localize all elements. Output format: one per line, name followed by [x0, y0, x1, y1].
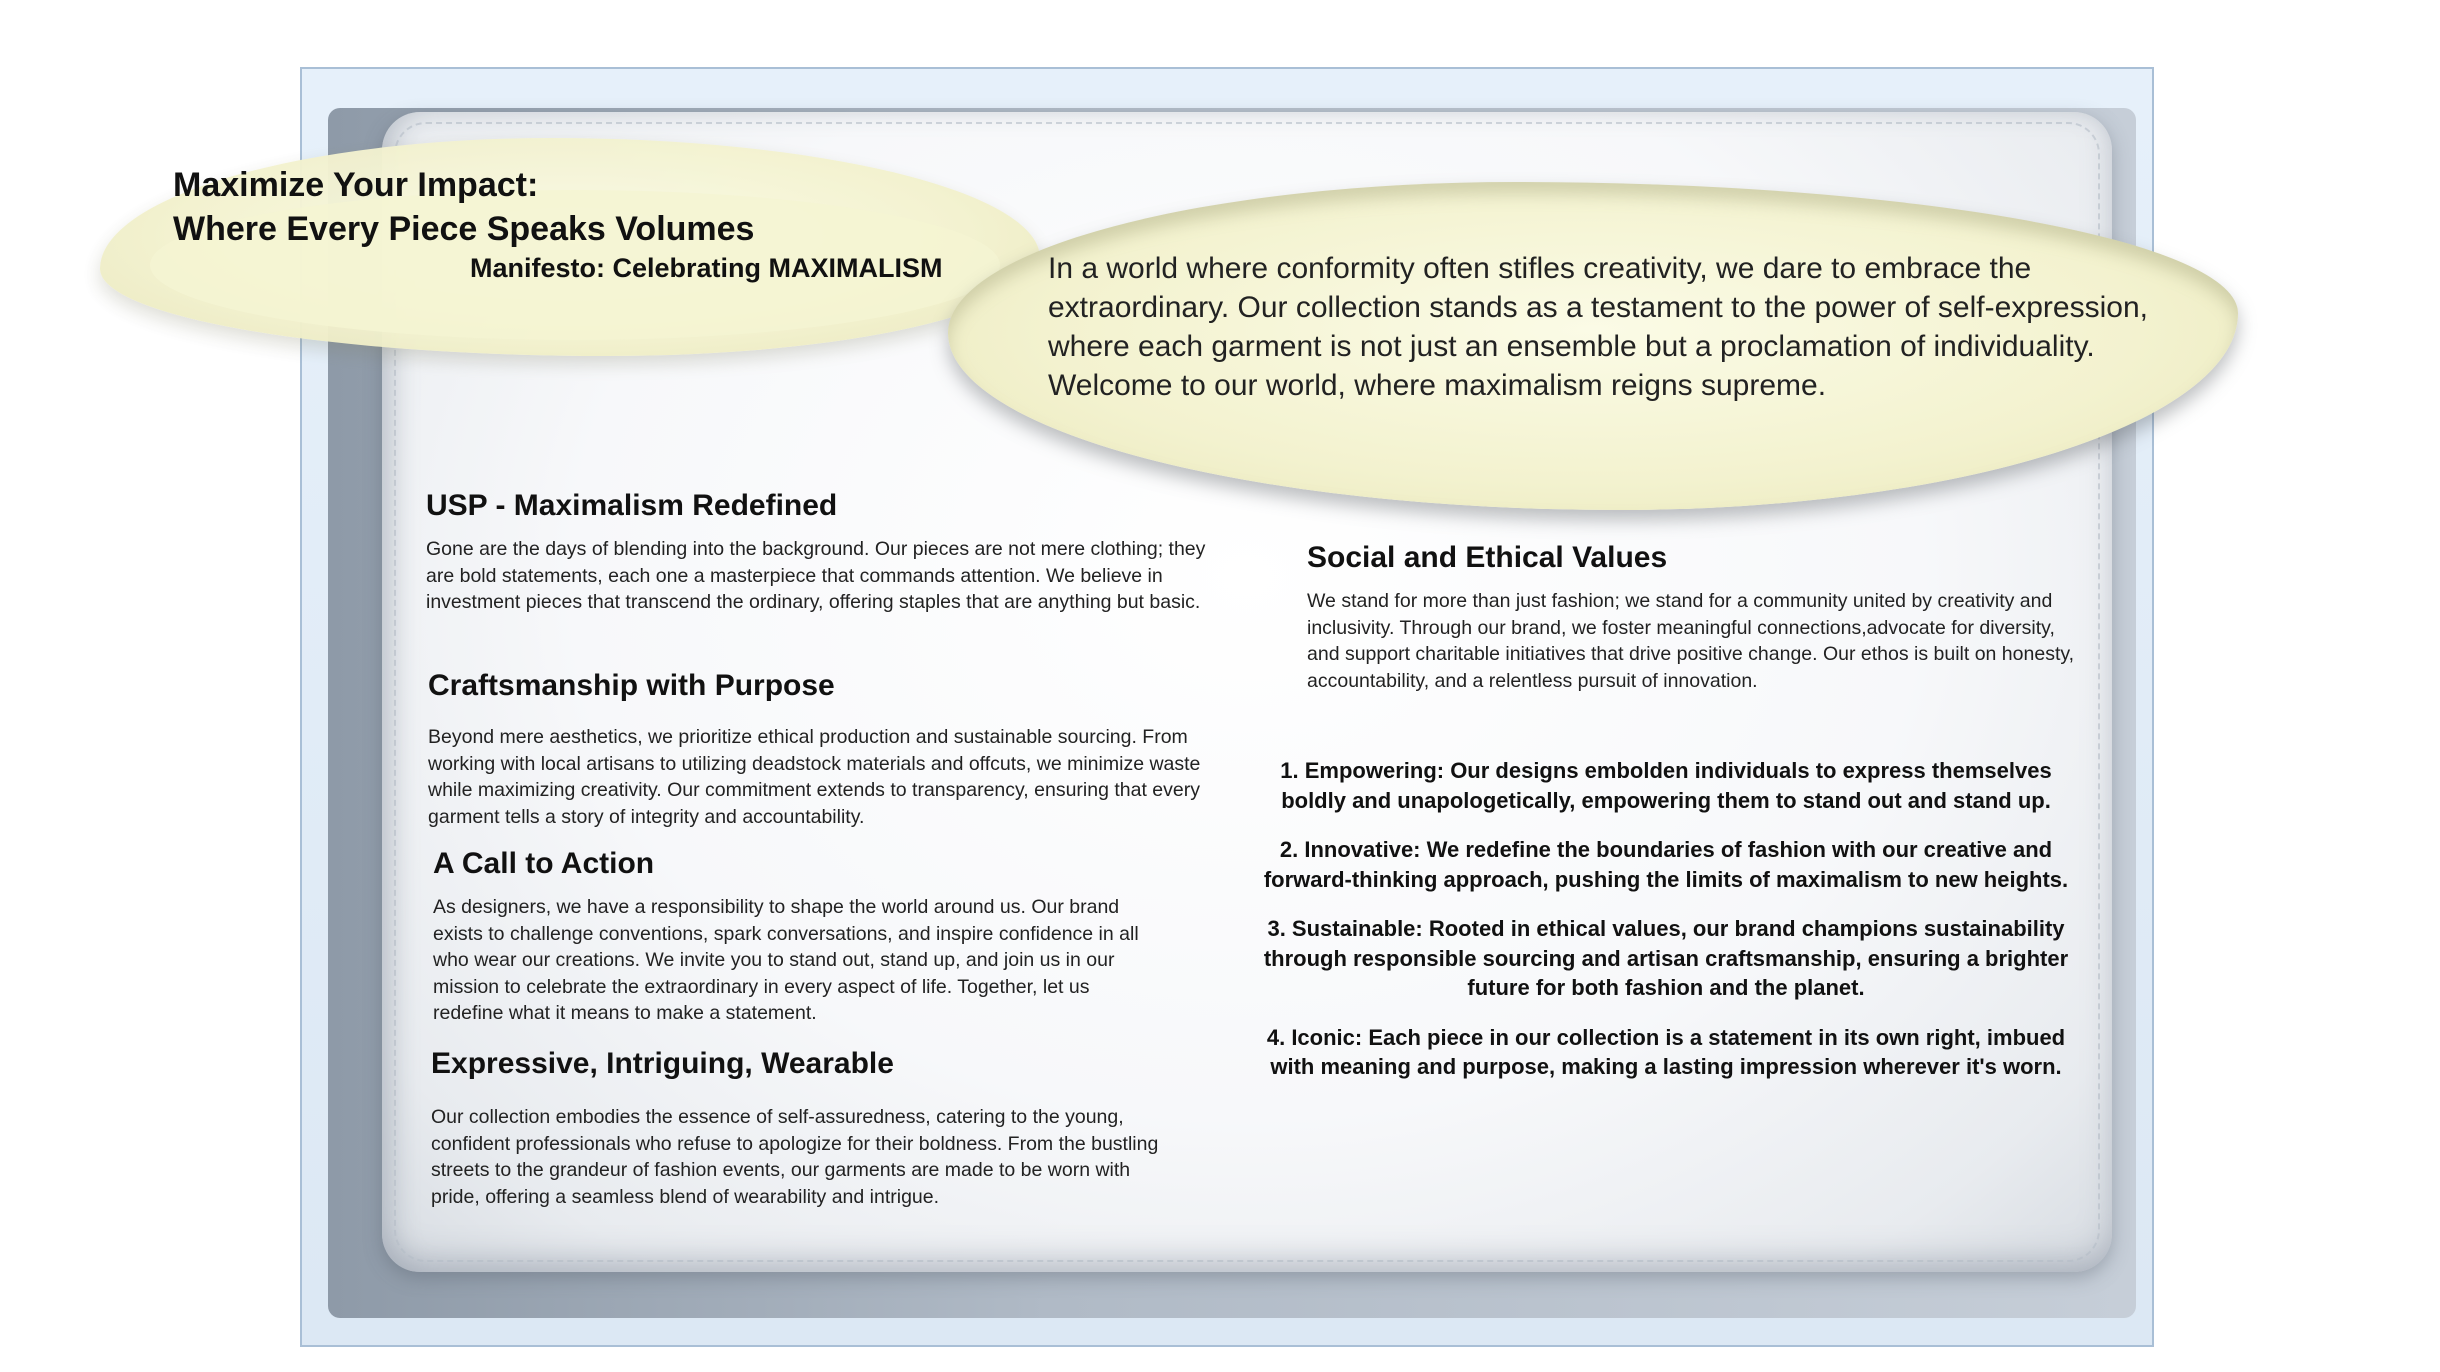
section-call-to-action: [433, 846, 1163, 1027]
value-item-empowering: 1. Empowering: Our designs embolden individuals to express themselves boldly and unapologetically, empowering them to stand out and stand up.: [1280, 758, 2052, 813]
section-heading: Craftsmanship with Purpose: [428, 669, 835, 702]
section-heading: Social and Ethical Values: [1307, 541, 1668, 574]
page-title: [173, 163, 754, 251]
values-list: [1256, 756, 2076, 1102]
section-body: Gone are the days of blending into the background. Our pieces are not mere clothing; they are bold statements, each one a masterpiece that commands attention. We believe in investment pieces that transcend the ordinary, offering staples that are anything but basic.: [426, 538, 1206, 613]
section-usp: [426, 488, 1226, 616]
section-body: Beyond mere aesthetics, we prioritize ethical production and sustainable sourcing. From working with local artisans to utilizing deadstock materials and offcuts, we minimize waste while maximizing creativity. Our commitment extends to transparency, ensuring that every garment tells a story of integrity and accountability.: [428, 726, 1201, 828]
section-social-values: [1307, 540, 2077, 694]
value-item-iconic: 4. Iconic: Each piece in our collection is a statement in its own right, imbued with meaning and purpose, making a lasting impression wherever it's worn.: [1266, 1024, 2066, 1079]
intro-paragraph: In a world where conformity often stifles creativity, we dare to embrace the extraordinary. Our collection stands as a testament to the power of self-expression, where each garment is not just an ensemble but a proclamation of individuality. Welcome to our world, where maximalism reigns supreme.: [1048, 252, 2148, 402]
section-body: Our collection embodies the essence of self-assuredness, catering to the young, confident professionals who refuse to apologize for their boldness. From the bustling streets to the grandeur of fashion events, our garments are made to be worn with pride, offering a seamless blend of wearability and intrigue.: [431, 1106, 1159, 1208]
page-subtitle: Manifesto: Celebrating MAXIMALISM: [470, 253, 943, 283]
section-body: We stand for more than just fashion; we stand for a community united by creativity and inclusivity. Through our brand, we foster meaningful connections,advocate for diversity, and support charitable initiatives that drive positive change. Our ethos is built on honesty, accountability, and a relentless pursuit of innovation.: [1307, 590, 2075, 692]
value-item-innovative: 2. Innovative: We redefine the boundaries of fashion with our creative and forward-thinking approach, pushing the limits of maximalism to new heights.: [1263, 837, 2069, 892]
section-expressive: [431, 1046, 1171, 1210]
section-heading: A Call to Action: [433, 847, 655, 880]
value-item-sustainable: 3. Sustainable: Rooted in ethical values, our brand champions sustainability through responsible sourcing and artisan craftsmanship, ensuring a brighter future for both fashion and the planet.: [1263, 916, 2069, 1000]
section-heading: USP - Maximalism Redefined: [426, 489, 838, 522]
section-body: As designers, we have a responsibility to shape the world around us. Our brand exists to challenge conventions, spark conversations, and inspire confidence in all who wear our creations. We invite you to stand out, stand up, and join us in our mission to celebrate the extraordinary in every aspect of life. Together, let us redefine what it means to make a statement.: [433, 896, 1139, 1024]
section-heading: Expressive, Intriguing, Wearable: [431, 1047, 894, 1080]
title-line-2: Where Every Piece Speaks Volumes: [173, 210, 755, 248]
title-line-1: Maximize Your Impact:: [173, 166, 539, 204]
section-craftsmanship: [428, 668, 1228, 830]
